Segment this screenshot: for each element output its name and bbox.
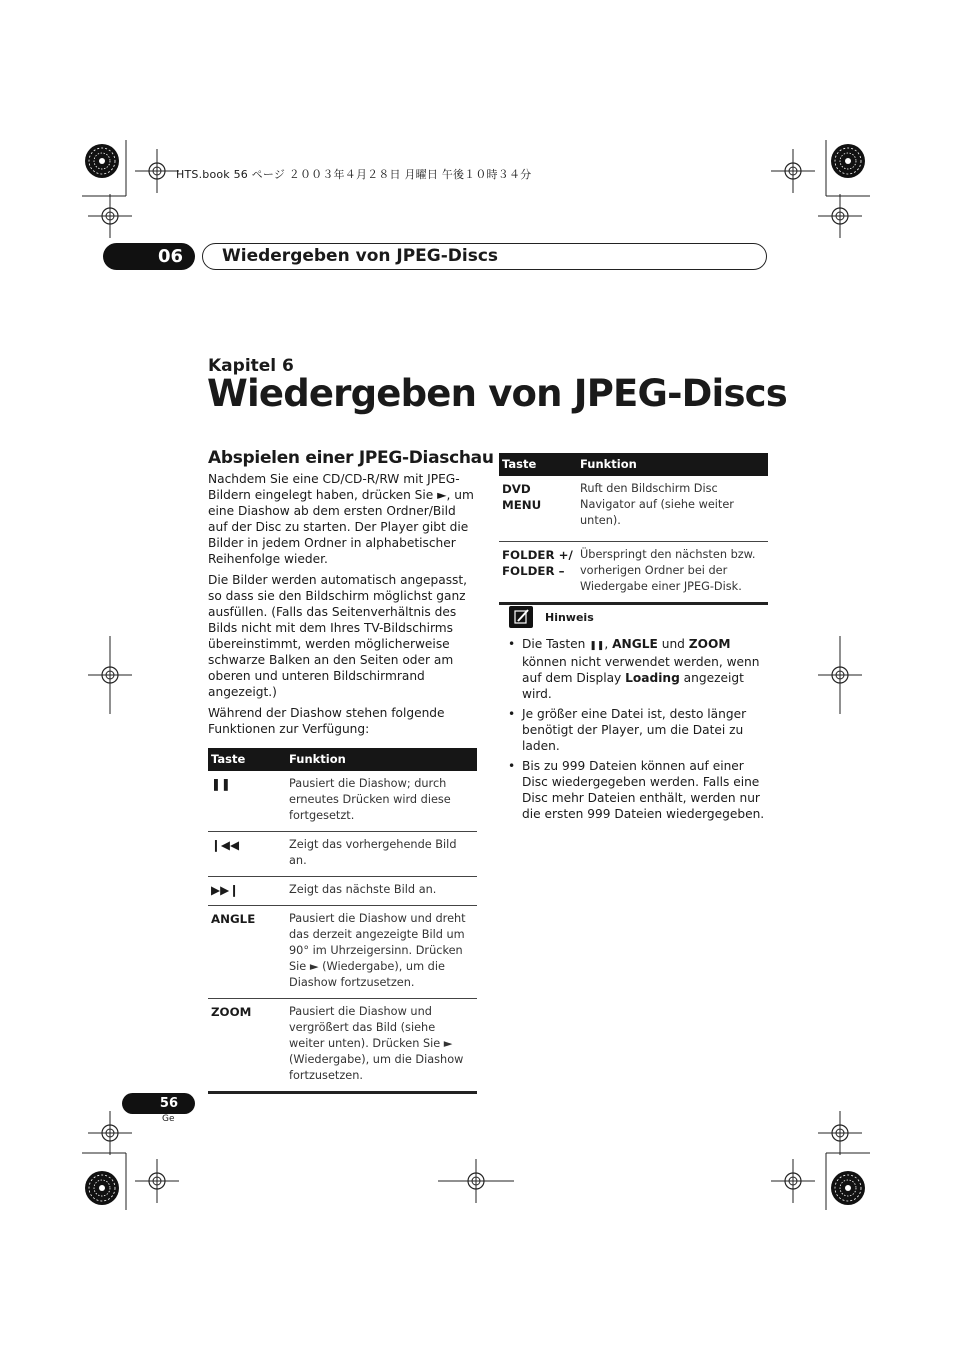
body-paragraph: Während der Diashow stehen folgende Funktionen zur Verfügung: <box>208 706 445 736</box>
table-cell-function: Ruft den Bildschirm Disc Navigator auf (siehe weiter unten). <box>577 476 768 542</box>
table-header-key: Taste <box>499 453 577 476</box>
pencil-note-icon <box>509 606 533 628</box>
table-header-key: Taste <box>208 748 286 771</box>
note-label: Hinweis <box>545 611 594 624</box>
note-text: können nicht verwendet werden, wenn auf dem Display <box>522 655 760 685</box>
print-header: HTS.book 56 ページ ２００３年４月２８日 月曜日 午後１０時３４分 <box>176 168 532 181</box>
pause-icon: ❚❚ <box>589 641 605 651</box>
table-cell-key: ANGLE <box>208 906 286 999</box>
page-title: Wiedergeben von JPEG-Discs <box>207 372 788 415</box>
crosshair-icon <box>135 1159 179 1203</box>
note-text: Die Tasten <box>522 637 590 651</box>
table-row <box>208 832 477 877</box>
note-text: und <box>657 637 689 651</box>
section-heading: Abspielen einer JPEG-Diaschau <box>208 448 494 468</box>
chapter-number-badge: 06 <box>103 243 195 270</box>
table-cell-key: ZOOM <box>208 999 286 1093</box>
crosshair-icon <box>818 194 862 238</box>
table-row <box>208 771 477 832</box>
table-cell-key <box>499 542 577 604</box>
note-key-angle: ANGLE <box>612 637 658 651</box>
note-display-loading: Loading <box>625 671 680 685</box>
list-item: • Bis zu 999 Dateien können auf einer Disc wiedergegeben werden. Falls eine Disc mehr Dateien enthält, werden nur die ersten 999 Dateien wiedergegeben. <box>508 758 770 822</box>
list-item: • Je größer eine Datei ist, desto länger benötigt der Player, um die Datei zu laden. <box>508 706 770 754</box>
body-paragraph: Die Bilder werden automatisch angepasst, so dass sie den Bildschirm möglichst ganz ausfüllen. (Falls das Seitenverhältnis des Bilds nicht mit dem Ihres TV-Bildschirms übereinstimmt, werden möglicherweise schwarze Balken an den Seiten oder am oberen und unteren Bildschirmrand angezeigt.) <box>208 573 468 699</box>
chapter-label: Kapitel 6 <box>208 356 294 376</box>
table-row <box>208 906 477 999</box>
table-cell-function: Zeigt das vorhergehende Bild an. <box>286 832 477 877</box>
page-number: 56 <box>122 1093 195 1114</box>
table-row <box>208 999 477 1093</box>
registration-target-icon <box>831 1171 865 1205</box>
crosshair-icon <box>771 1159 815 1203</box>
key-line: MENU <box>502 498 542 512</box>
key-line: FOLDER +/ <box>502 548 573 562</box>
note-text: angezeigt wird. <box>522 671 744 701</box>
crosshair-icon <box>818 1111 862 1155</box>
skip-previous-icon: ❙◀◀ <box>208 832 286 877</box>
crosshair-icon <box>88 194 132 238</box>
table-cell-function: Pausiert die Diashow; durch erneutes Drücken wird diese fortgesetzt. <box>286 771 477 832</box>
table-row <box>499 476 768 542</box>
registration-target-icon <box>85 1171 119 1205</box>
registration-target-icon <box>85 144 119 178</box>
key-line: DVD <box>502 482 531 496</box>
table-cell-function: Pausiert die Diashow und dreht das derzeit angezeigte Bild um 90° im Uhrzeigersinn. Drücken Sie ► (Wiedergabe), um die Diashow fortzusetzen. <box>286 906 477 999</box>
note-list <box>508 636 770 826</box>
registration-target-icon <box>831 144 865 178</box>
table-row <box>208 877 477 906</box>
note-text: , <box>604 637 613 651</box>
skip-next-icon: ▶▶❙ <box>208 877 286 906</box>
body-paragraph: Nachdem Sie eine CD/CD-R/RW mit JPEG-Bildern eingelegt haben, drücken Sie ►, um eine Diashow ab dem ersten Ordner/Bild auf der Disc zu starten. Der Player gibt die Bilder in jedem Ordner in alphabetischer Reihenfolge wieder. <box>208 472 474 566</box>
language-code: Ge <box>162 1114 175 1124</box>
crosshair-icon <box>135 149 179 193</box>
function-table-slideshow <box>208 748 477 1094</box>
table-cell-function: Überspringt den nächsten bzw. vorherigen Ordner bei der Wiedergabe einer JPEG-Disk. <box>577 542 768 604</box>
chapter-header-title: Wiedergeben von JPEG-Discs <box>222 246 499 266</box>
table-row <box>499 542 768 604</box>
crosshair-icon <box>771 149 815 193</box>
table-header-function: Funktion <box>286 748 477 771</box>
table-header-row <box>499 453 768 476</box>
key-line: FOLDER – <box>502 564 565 578</box>
list-item <box>508 636 770 702</box>
table-header-row <box>208 748 477 771</box>
note-key-zoom: ZOOM <box>688 637 731 651</box>
pause-icon: ❚❚ <box>208 771 286 832</box>
crosshair-icon <box>88 1111 132 1155</box>
table-cell-key <box>499 476 577 542</box>
function-table-menu <box>499 453 768 605</box>
chapter-header <box>202 243 767 270</box>
table-cell-function: Pausiert die Diashow und vergrößert das Bild (siehe weiter unten). Drücken Sie ► (Wiedergabe), um die Diashow fortzusetzen. <box>286 999 477 1093</box>
table-header-function: Funktion <box>577 453 768 476</box>
table-cell-function: Zeigt das nächste Bild an. <box>286 877 477 906</box>
